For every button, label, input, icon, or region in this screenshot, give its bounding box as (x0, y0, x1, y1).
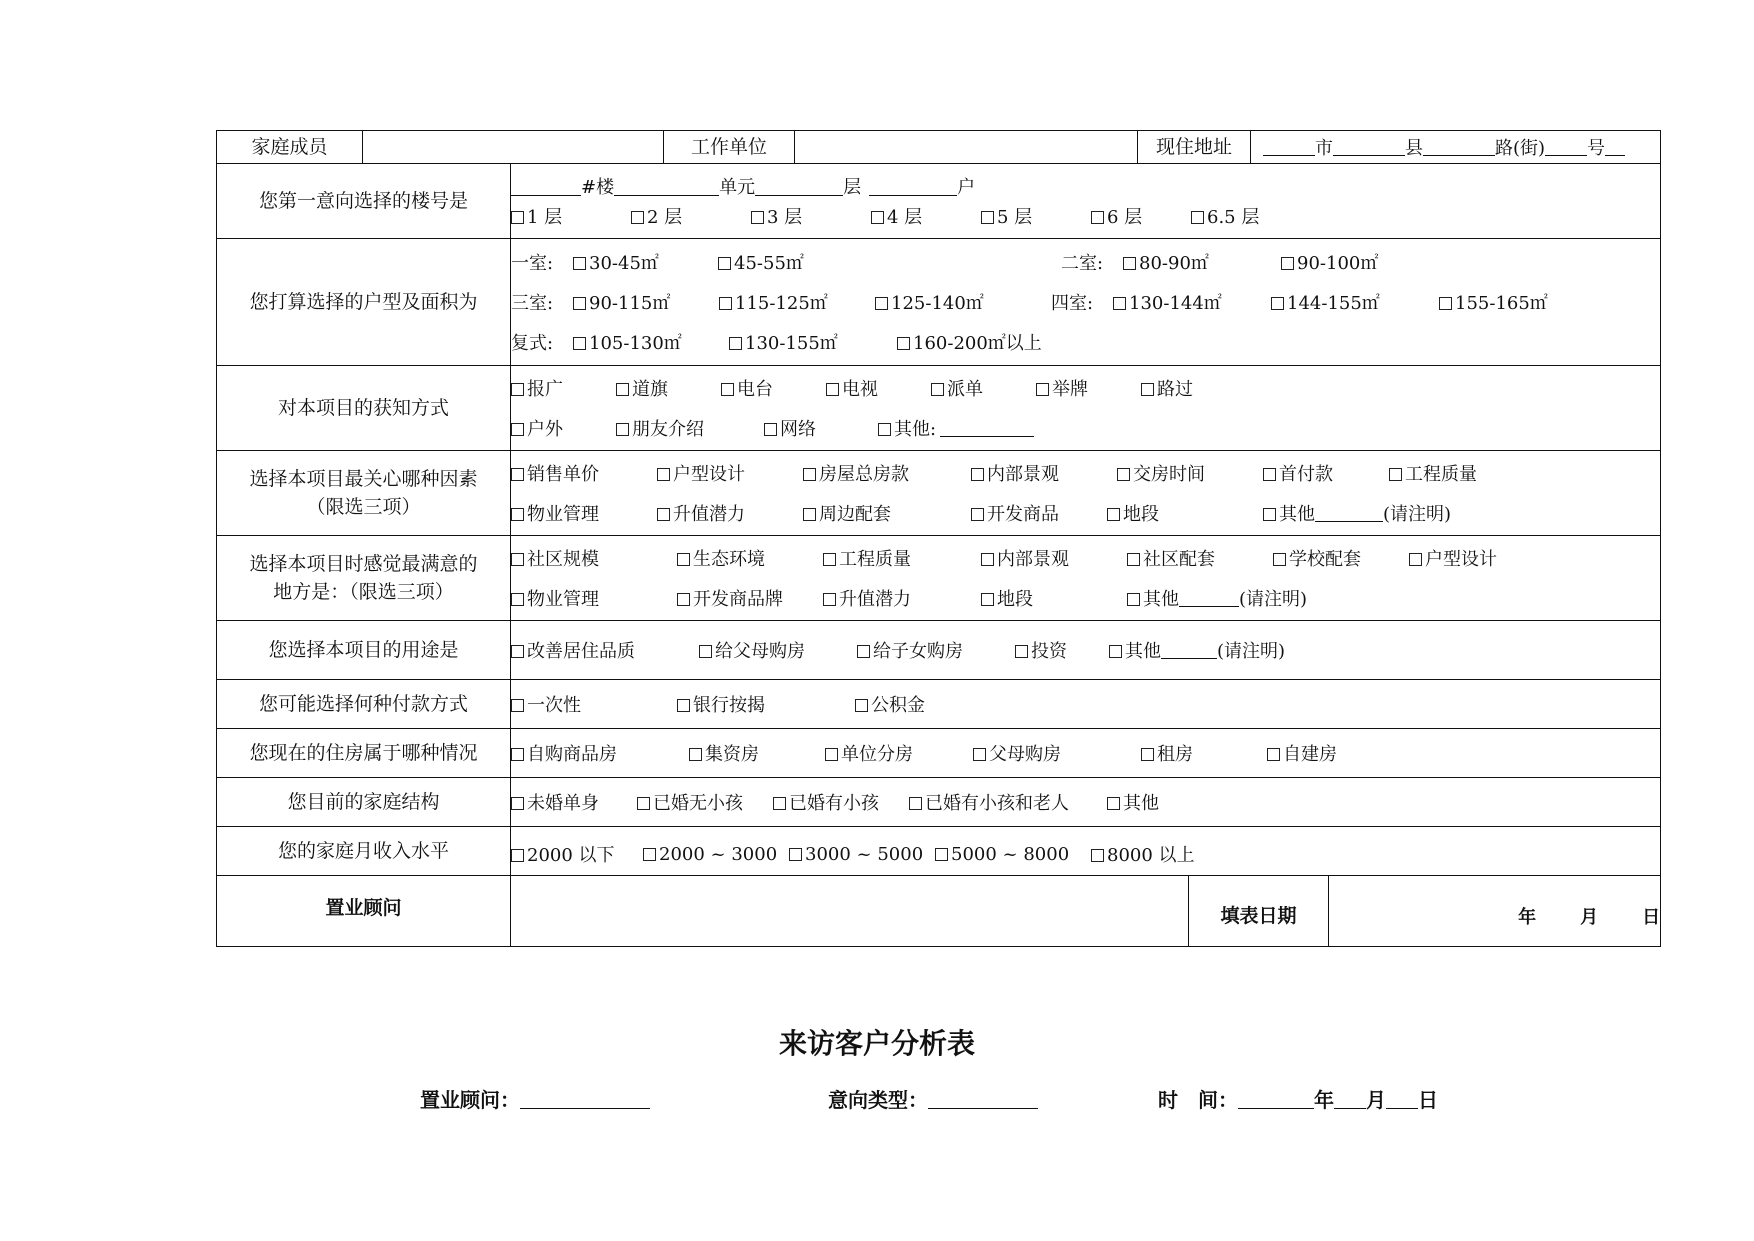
housing-option[interactable]: 集资房 (689, 740, 825, 766)
floor-option[interactable]: 2 层 (631, 203, 751, 229)
family-option[interactable]: 已婚有小孩 (773, 789, 909, 815)
area-option[interactable]: 30-45㎡ (573, 249, 718, 275)
work-label: 工作单位 (664, 131, 795, 163)
satisfied-option[interactable]: 户型设计 (1409, 545, 1497, 571)
satisfied-option[interactable]: 内部景观 (981, 545, 1127, 571)
family-structure-label: 您目前的家庭结构 (217, 778, 511, 827)
payment-label: 您可能选择何种付款方式 (217, 680, 511, 729)
satisfied-option[interactable]: 工程质量 (823, 545, 981, 571)
satisfied-other-option[interactable]: 其他 (请注明) (1127, 585, 1307, 611)
date-day-label: 日 (1642, 907, 1661, 928)
purpose-option[interactable]: 给父母购房 (699, 637, 857, 663)
concern-option[interactable]: 首付款 (1263, 460, 1389, 486)
source-option[interactable]: 朋友介绍 (616, 415, 764, 441)
building-suffix: #楼 (581, 177, 615, 198)
row-consultant (217, 876, 1661, 947)
concern-option[interactable]: 销售单价 (511, 460, 657, 486)
source-option[interactable]: 户外 (511, 415, 616, 441)
floor-option[interactable]: 4 层 (871, 203, 981, 229)
date-month-label: 月 (1580, 907, 1599, 928)
source-option[interactable]: 派单 (931, 375, 1036, 401)
footer-day-label: 日 (1418, 1088, 1438, 1112)
row-income (217, 827, 1661, 876)
payment-option[interactable]: 一次性 (511, 691, 677, 717)
floor-option[interactable]: 6 层 (1091, 203, 1191, 229)
footer-intent[interactable] (828, 1084, 1038, 1113)
area-option[interactable]: 80-90㎡ (1123, 249, 1281, 275)
area-option[interactable]: 105-130㎡ (573, 329, 729, 355)
floor-option[interactable]: 1 层 (511, 203, 631, 229)
payment-option[interactable]: 公积金 (855, 691, 925, 717)
family-option[interactable]: 已婚无小孩 (637, 789, 773, 815)
area-option[interactable]: 90-100㎡ (1281, 249, 1378, 275)
family-option[interactable]: 已婚有小孩和老人 (909, 789, 1107, 815)
area-option[interactable]: 130-144㎡ (1113, 289, 1271, 315)
floor-option[interactable]: 5 层 (981, 203, 1091, 229)
satisfied-label: 选择本项目时感觉最满意的 地方是：（限选三项） (217, 536, 511, 621)
row-payment (217, 680, 1661, 729)
satisfied-option[interactable]: 升值潜力 (823, 585, 981, 611)
row-basic-info (217, 131, 1661, 164)
concern-option[interactable]: 周边配套 (803, 500, 971, 526)
footer-time-label: 时 间： (1158, 1088, 1238, 1112)
concern-option[interactable]: 物业管理 (511, 500, 657, 526)
purpose-option[interactable]: 改善居住品质 (511, 637, 699, 663)
area-option[interactable]: 130-155㎡ (729, 329, 897, 355)
concern-option[interactable]: 工程质量 (1389, 460, 1477, 486)
purpose-other-option[interactable]: 其他 (请注明) (1109, 637, 1285, 663)
number-blank[interactable] (1545, 137, 1587, 156)
concern-other-option[interactable]: 其他 (请注明) (1263, 500, 1451, 526)
customer-form (216, 130, 1660, 947)
income-option[interactable]: 2000 ~ 3000 (643, 844, 789, 865)
row-building (217, 164, 1661, 239)
area-option[interactable]: 45-55㎡ (718, 249, 1061, 275)
building-blank[interactable] (511, 177, 581, 196)
payment-option[interactable]: 银行按揭 (677, 691, 855, 717)
row-source (217, 366, 1661, 451)
address-field[interactable] (1251, 134, 1625, 160)
area-option[interactable]: 155-165㎡ (1439, 289, 1548, 315)
building-label: 您第一意向选择的楼号是 (217, 164, 511, 239)
household-blank[interactable] (869, 177, 957, 196)
housing-option[interactable]: 自建房 (1267, 740, 1337, 766)
area-option[interactable]: 90-115㎡ (573, 289, 719, 315)
footer-year-label: 年 (1314, 1088, 1334, 1112)
three-room-label: 三室: (511, 293, 554, 314)
one-room-label: 一室: (511, 253, 554, 274)
footer-month-label: 月 (1366, 1088, 1386, 1112)
form-table (216, 130, 1661, 947)
source-option[interactable]: 网络 (764, 415, 878, 441)
floor-option[interactable]: 6.5 层 (1191, 203, 1291, 229)
family-label: 家庭成员 (217, 131, 363, 163)
city-label: 市 (1315, 138, 1333, 159)
number-label: 号 (1587, 138, 1606, 159)
city-blank[interactable] (1263, 137, 1315, 156)
address-label: 现住地址 (1138, 131, 1251, 163)
income-option[interactable]: 8000 以上 (1091, 841, 1195, 867)
satisfied-option[interactable]: 物业管理 (511, 585, 677, 611)
concern-option[interactable]: 开发商品 (971, 500, 1107, 526)
concern-option[interactable]: 房屋总房款 (803, 460, 971, 486)
source-option[interactable]: 电视 (826, 375, 931, 401)
household-suffix: 户 (957, 177, 976, 198)
housing-option[interactable]: 单位分房 (825, 740, 973, 766)
consultant-label: 置业顾问 (217, 876, 511, 947)
trailing-blank (1605, 137, 1625, 156)
row-housing (217, 729, 1661, 778)
concern-option[interactable]: 地段 (1107, 500, 1263, 526)
footer-intent-label: 意向类型： (828, 1088, 928, 1112)
family-option[interactable]: 其他 (1107, 789, 1159, 815)
concern-option[interactable]: 内部景观 (971, 460, 1117, 486)
footer-time[interactable] (1158, 1084, 1438, 1113)
fill-date-label: 填表日期 (1189, 876, 1329, 947)
source-option[interactable]: 报广 (511, 375, 616, 401)
area-option[interactable]: 115-125㎡ (719, 289, 875, 315)
purpose-label: 您选择本项目的用途是 (217, 621, 511, 680)
fill-date-field[interactable] (1329, 876, 1661, 947)
floor-suffix: 层 (843, 177, 862, 198)
duplex-label: 复式: (511, 333, 554, 354)
concern-option[interactable]: 户型设计 (657, 460, 803, 486)
unit-type-label: 您打算选择的户型及面积为 (217, 239, 511, 366)
concern-label: 选择本项目最关心哪种因素 （限选三项） (217, 451, 511, 536)
income-label: 您的家庭月收入水平 (217, 827, 511, 876)
concern-option[interactable]: 升值潜力 (657, 500, 803, 526)
source-other-option[interactable]: 其他: (878, 415, 1034, 441)
two-room-label: 二室: (1061, 253, 1104, 274)
four-room-label: 四室: (1051, 293, 1094, 314)
source-option[interactable]: 举牌 (1036, 375, 1141, 401)
work-input[interactable] (795, 131, 1138, 163)
date-year-label: 年 (1518, 907, 1537, 928)
satisfied-option[interactable]: 社区规模 (511, 545, 677, 571)
satisfied-option[interactable]: 社区配套 (1127, 545, 1273, 571)
concern-option[interactable]: 交房时间 (1117, 460, 1263, 486)
housing-option[interactable]: 自购商品房 (511, 740, 689, 766)
satisfied-option[interactable]: 地段 (981, 585, 1127, 611)
unit-blank[interactable] (614, 177, 719, 196)
row-satisfied (217, 536, 1661, 621)
consultant-input[interactable] (511, 876, 1189, 947)
source-option[interactable]: 道旗 (616, 375, 721, 401)
row-concern (217, 451, 1661, 536)
satisfied-option[interactable]: 开发商品牌 (677, 585, 823, 611)
income-option[interactable]: 2000 以下 (511, 841, 643, 867)
income-option[interactable]: 3000 ~ 5000 (789, 844, 935, 865)
area-option[interactable]: 160-200㎡以上 (897, 329, 1042, 355)
floor-blank[interactable] (755, 177, 843, 196)
floor-option[interactable]: 3 层 (751, 203, 871, 229)
county-label: 县 (1405, 138, 1423, 159)
purpose-option[interactable]: 投资 (1015, 637, 1109, 663)
county-blank[interactable] (1333, 137, 1405, 156)
source-option[interactable]: 电台 (721, 375, 826, 401)
housing-option[interactable]: 父母购房 (973, 740, 1141, 766)
purpose-option[interactable]: 给子女购房 (857, 637, 1015, 663)
footer-consultant[interactable] (420, 1084, 650, 1113)
row-purpose (217, 621, 1661, 680)
road-blank[interactable] (1423, 137, 1495, 156)
housing-label: 您现在的住房属于哪种情况 (217, 729, 511, 778)
page-title: 来访客户分析表 (778, 1027, 975, 1060)
area-option[interactable]: 125-140㎡ (875, 289, 1051, 315)
housing-option[interactable]: 租房 (1141, 740, 1267, 766)
row-unit-type (217, 239, 1661, 366)
source-option[interactable]: 路过 (1141, 375, 1193, 401)
footer-consultant-label: 置业顾问： (420, 1088, 520, 1112)
family-input[interactable] (363, 131, 664, 163)
road-label: 路(街) (1495, 138, 1546, 159)
satisfied-option[interactable]: 学校配套 (1273, 545, 1409, 571)
row-family-structure (217, 778, 1661, 827)
income-option[interactable]: 5000 ~ 8000 (935, 844, 1091, 865)
source-label: 对本项目的获知方式 (217, 366, 511, 451)
area-option[interactable]: 144-155㎡ (1271, 289, 1439, 315)
family-option[interactable]: 未婚单身 (511, 789, 637, 815)
unit-suffix: 单元 (719, 177, 756, 198)
satisfied-option[interactable]: 生态环境 (677, 545, 823, 571)
